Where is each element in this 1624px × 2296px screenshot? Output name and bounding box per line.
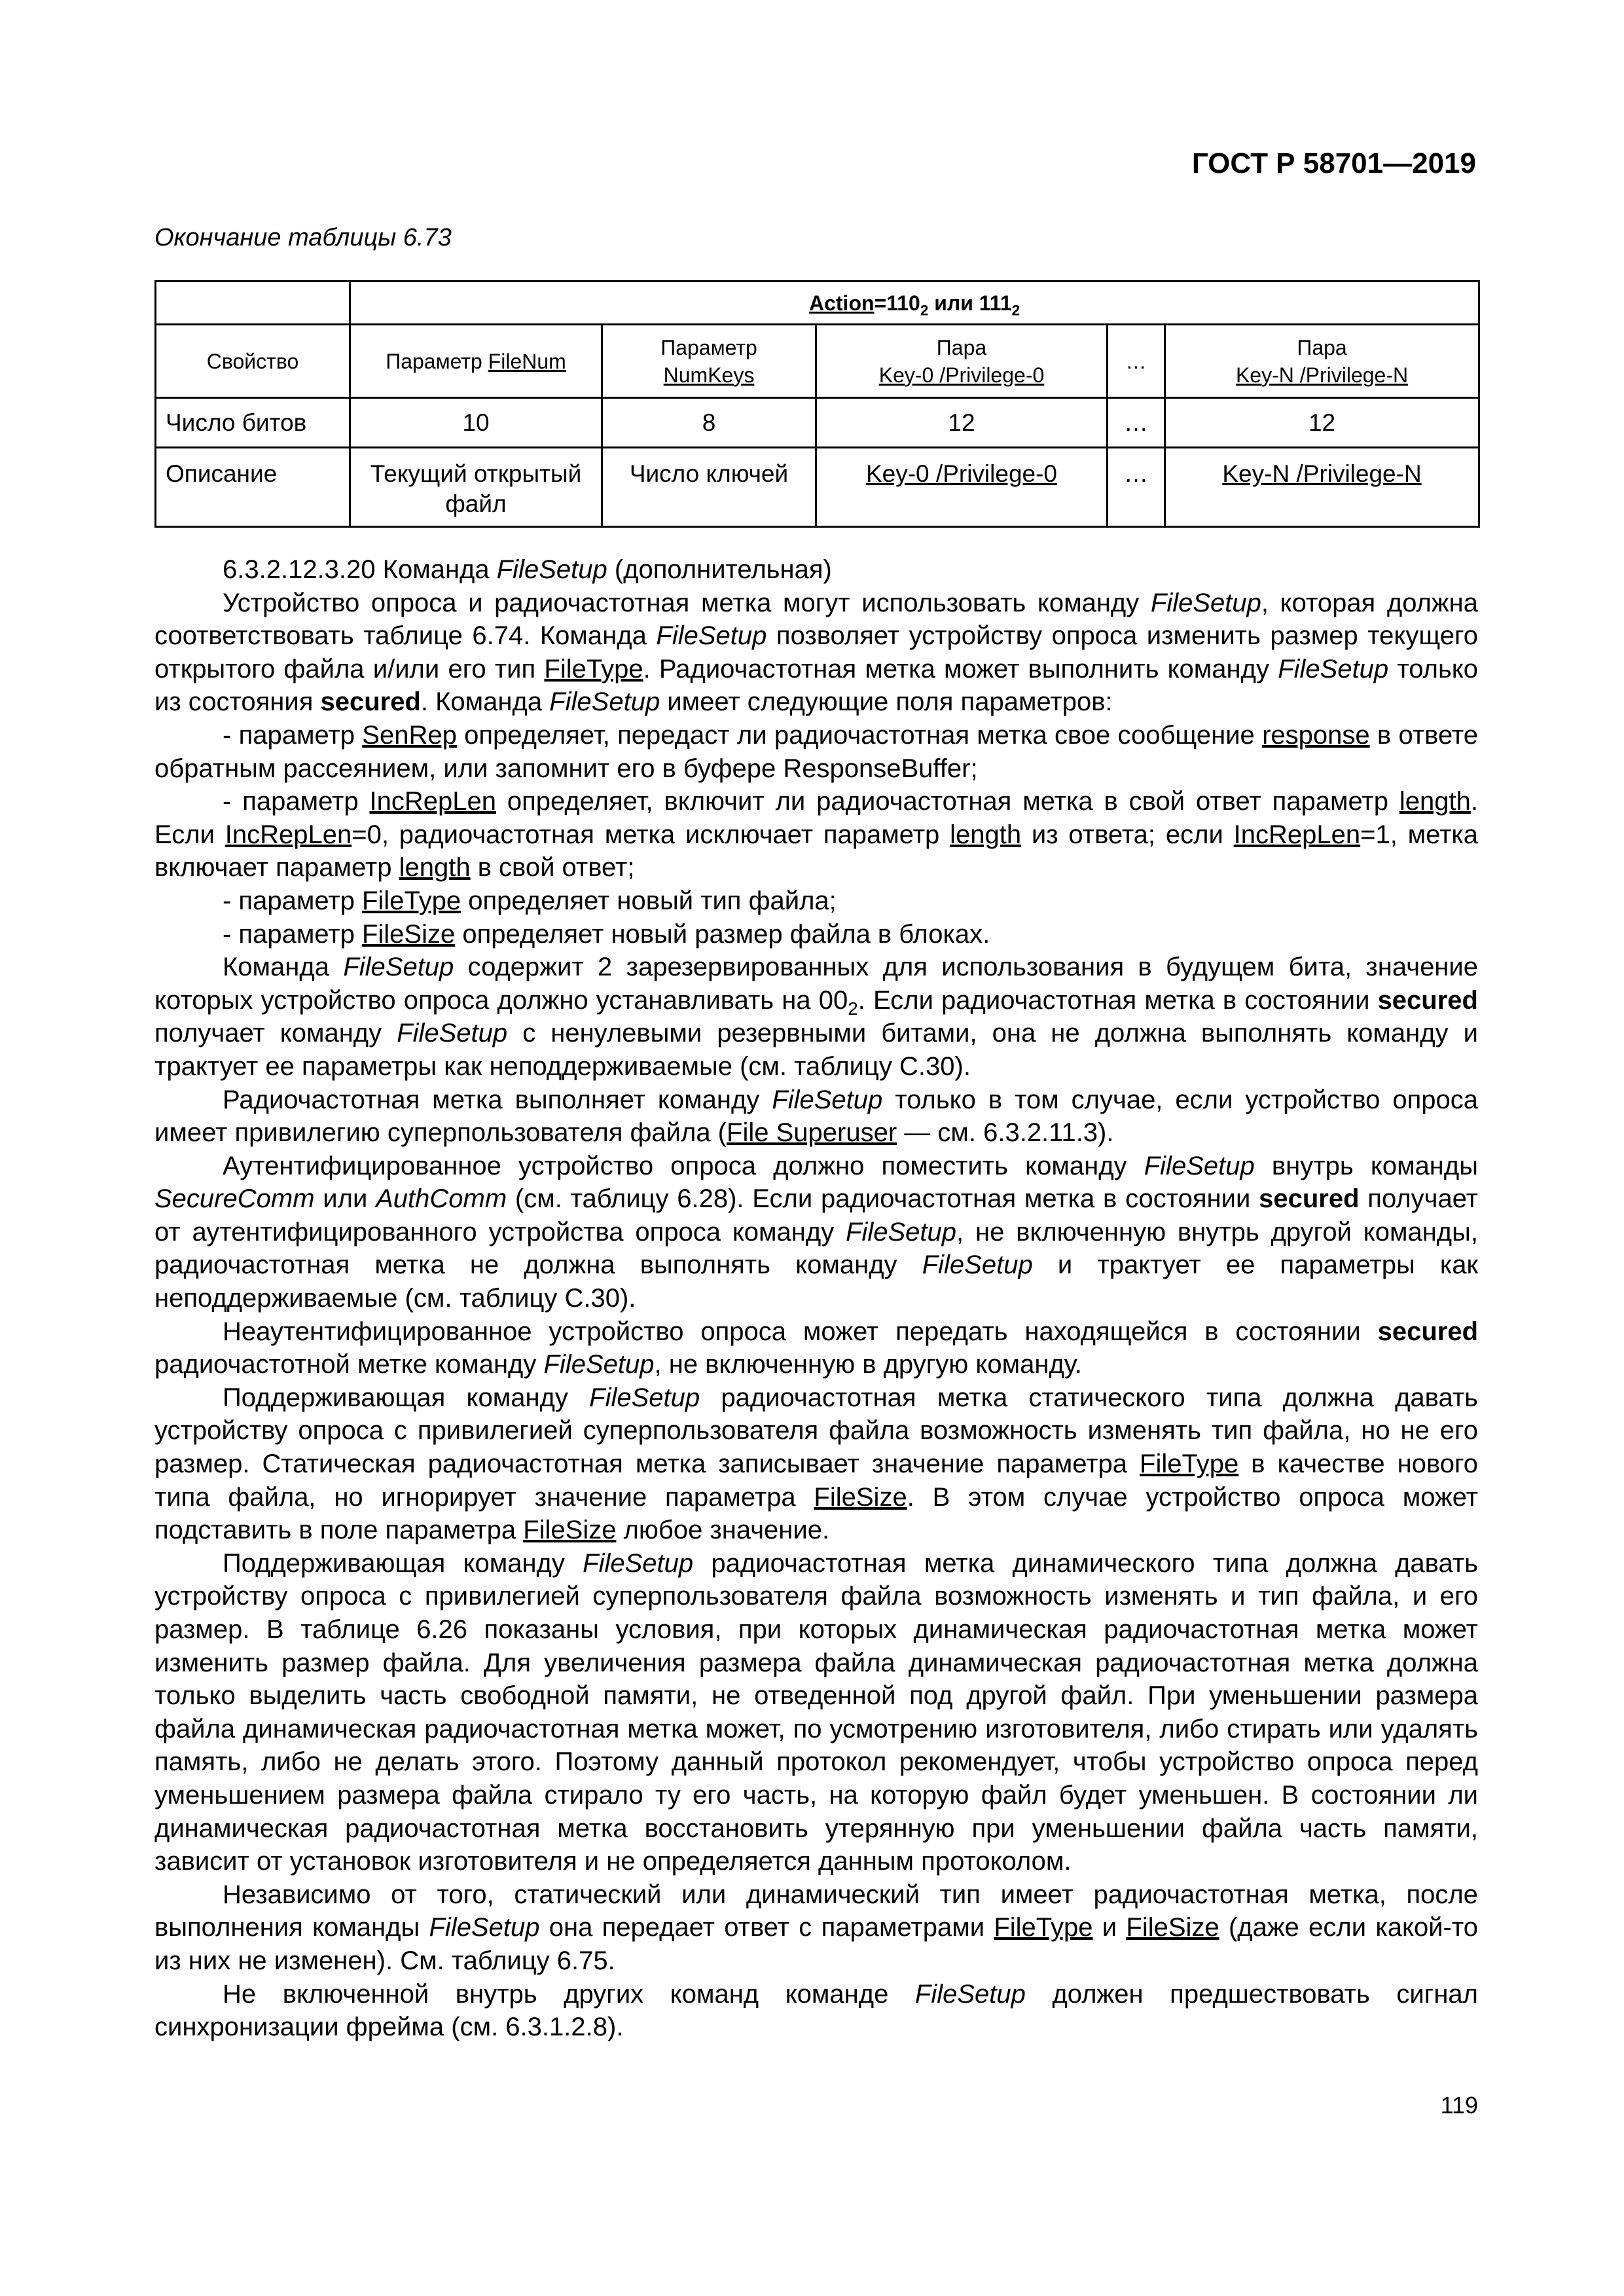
table-caption: Окончание таблицы 6.73 <box>154 224 452 251</box>
cell-value: Число ключей <box>602 448 816 527</box>
table-row-description <box>156 448 1479 527</box>
paragraph: Команда FileSetup содержит 2 зарезервированных для использования в будущем бита, значение которых устройство опроса должно устанавливать на $00_2$. Если радиочастотная метка в состоянии secured получает команду FileSetup с ненулевыми резервными битами, она не должна выполнять команду и трактует ее параметры как неподдерживаемые (см. таблицу С.30). <box>154 953 1478 1081</box>
header-pair-0: Пара Key-0 /Privilege-0 <box>816 325 1108 398</box>
row-bits-label: Число битов <box>156 398 350 448</box>
table-row-bits <box>156 398 1479 448</box>
paragraph: Независимо от того, статический или динамический тип имеет радиочастотная метка, после выполнения команды FileSetup она передает ответ с параметрами FileType и FileSize (даже если какой-то из них не изменен). См. таблицу 6.75. <box>154 1880 1478 1975</box>
paragraph: Аутентифицированное устройство опроса должно поместить команду FileSetup внутрь команды SecureComm или AuthComm (см. таблицу 6.28). Если радиочастотная метка в состоянии secured получает от аутентифицированного устройства опроса команду FileSetup, не включенную внутрь другой команды, радиочастотная метка не должна выполнять команду FileSetup и трактует ее параметры как неподдерживаемые (см. таблицу С.30). <box>154 1151 1478 1313</box>
cell-value: 8 <box>602 398 816 448</box>
list-item: - параметр SenRep определяет, передаст ли радиочастотная метка свое сообщение response в ответе обратным рассеянием, или запомнит его в буфере ResponseBuffer; <box>154 720 1478 783</box>
action-title-cell: $Action=110_2$ или $111_2$ <box>350 282 1479 325</box>
table-title-row <box>156 282 1479 325</box>
paragraph: Радиочастотная метка выполняет команду FileSetup только в том случае, если устройство опроса имеет привилегию суперпользователя файла (File Superuser — см. 6.3.2.11.3). <box>154 1085 1478 1148</box>
document-header: ГОСТ Р 58701—2019 <box>1191 147 1476 179</box>
cell-value: 10 <box>350 398 602 448</box>
cell-value: Текущий открытый файл <box>350 448 602 527</box>
list-item: - параметр FileType определяет новый тип файла; <box>223 886 837 915</box>
header-property: Свойство <box>156 325 350 398</box>
body-text <box>154 553 1478 2044</box>
list-item: - параметр FileSize определяет новый размер файла в блоках. <box>223 919 990 949</box>
list-item: - параметр IncRepLen определяет, включит ли радиочастотная метка в свой ответ параметр length. Если IncRepLen=0, радиочастотная метка исключает параметр length из ответа; если IncRepLen=1, метка включает параметр length в свой ответ; <box>154 787 1479 883</box>
page-number: 119 <box>1440 2092 1478 2119</box>
row-description-label: Описание <box>156 448 350 527</box>
cell-value: Key-N /Privilege-N <box>1165 448 1479 527</box>
header-pair-n: Пара Key-N /Privilege-N <box>1165 325 1479 398</box>
cell-value: 12 <box>816 398 1108 448</box>
paragraph: Поддерживающая команду FileSetup радиочастотная метка статического типа должна давать устройству опроса с привилегией суперпользователя файла возможность изменять тип файла, но не его размер. Статическая радиочастотная метка записывает значение параметра FileType в качестве нового типа файла, но игнорирует значение параметра FileSize. В этом случае устройство опроса может подставить в поле параметра FileSize любое значение. <box>154 1383 1478 1545</box>
command-fields-table <box>154 280 1480 528</box>
cell-value: … <box>1108 448 1165 527</box>
header-filenum: Параметр FileNum <box>350 325 602 398</box>
header-numkeys: Параметр NumKeys <box>602 325 816 398</box>
header-ellipsis: … <box>1108 325 1165 398</box>
cell-value: 12 <box>1165 398 1479 448</box>
paragraph: Поддерживающая команду FileSetup радиочастотная метка динамического типа должна давать устройству опроса с привилегией суперпользователя файла возможность изменять и тип файла, и его размер. В таблице 6.26 показаны условия, при которых динамическая радиочастотная метка может изменить размер файла. Для увеличения размера файла динамическая радиочастотная метка должна только выделить часть свободной памяти, не отведенной под другой файл. При уменьшении размера файла динамическая радиочастотная метка может, по усмотрению изготовителя, либо стирать или удалять память, либо не делать этого. Поэтому данный протокол рекомендует, чтобы устройство опроса перед уменьшением размера файла стирало ту его часть, на которую файл будет уменьшен. В состоянии ли динамическая радиочастотная метка восстановить утерянную при уменьшении файла часть памяти, зависит от установок изготовителя и не определяется данным протоколом. <box>154 1548 1478 1876</box>
cell-value: Key-0 /Privilege-0 <box>816 448 1108 527</box>
table-header-row <box>156 325 1479 398</box>
paragraph: Устройство опроса и радиочастотная метка могут использовать команду FileSetup, которая должна соответствовать таблице 6.74. Команда FileSetup позволяет устройству опроса изменить размер текущего открытого файла и/или его тип FileType. Радиочастотная метка может выполнить команду FileSetup только из состояния secured. Команда FileSetup имеет следующие поля параметров: <box>154 588 1478 717</box>
paragraph: Не включенной внутрь других команд команде FileSetup должен предшествовать сигнал синхронизации фрейма (см. 6.3.1.2.8). <box>154 1979 1479 2042</box>
section-heading: 6.3.2.12.3.20 Команда FileSetup (дополнительная) <box>223 555 832 584</box>
cell-value: … <box>1108 398 1165 448</box>
paragraph: Неаутентифицированное устройство опроса может передать находящейся в состоянии secured радиочастотной метке команду FileSetup, не включенную в другую команду. <box>154 1317 1478 1379</box>
